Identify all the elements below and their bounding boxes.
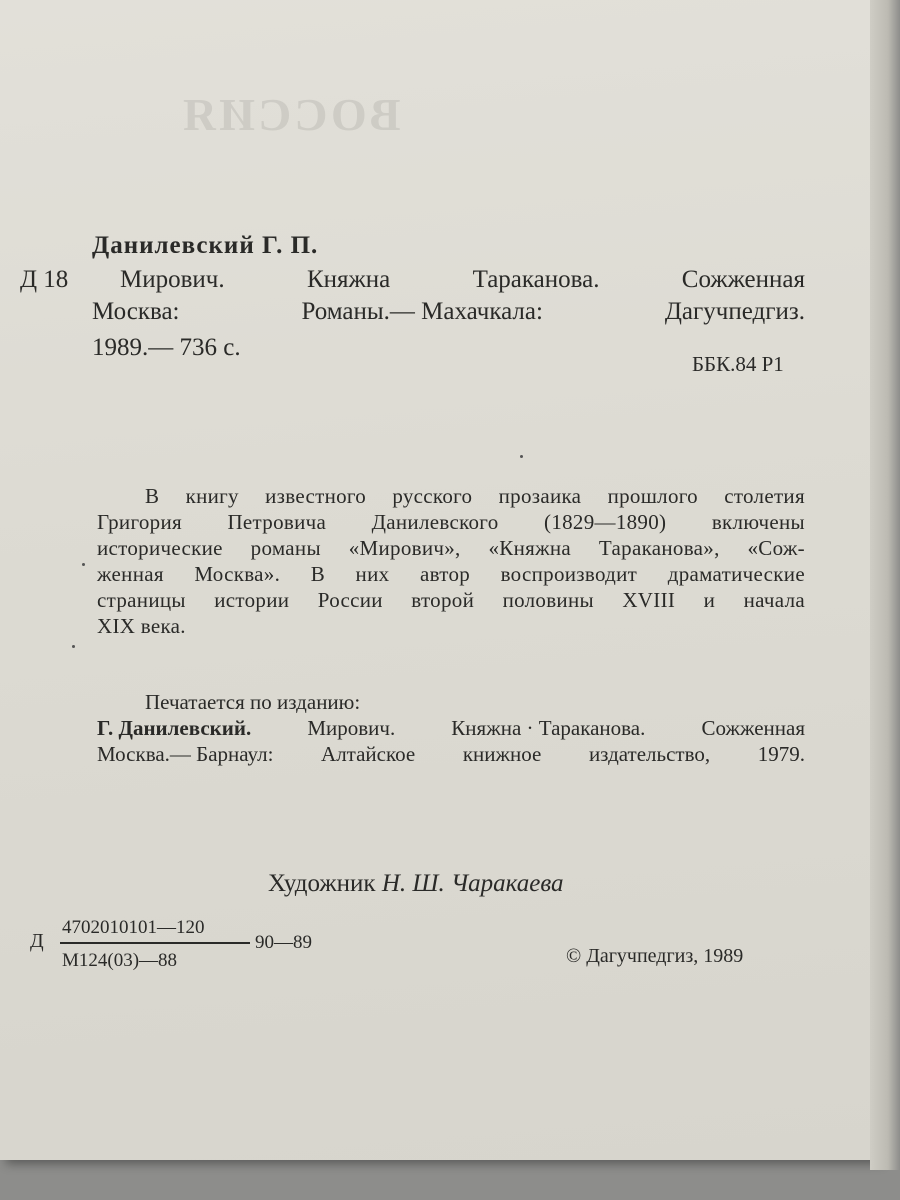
page-edge xyxy=(870,0,900,1170)
word: Дагучпедгиз. xyxy=(664,298,805,325)
word: второй xyxy=(411,588,475,612)
annotation-line-3 xyxy=(97,536,805,561)
paper-speck xyxy=(72,645,75,648)
catalog-author: Данилевский Г. П. xyxy=(92,232,319,259)
word: Петровича xyxy=(227,510,327,534)
annotation-line-4 xyxy=(97,562,805,587)
word: Г. Данилевский. xyxy=(97,716,252,740)
source-line-1 xyxy=(97,716,805,741)
word: Княжна xyxy=(306,266,391,293)
annotation-line-1 xyxy=(145,484,805,509)
annotation-line-5 xyxy=(97,588,805,613)
word: Москва». xyxy=(194,562,281,586)
word: русского xyxy=(392,484,473,508)
catalog-title-line-2 xyxy=(92,298,805,326)
word: Алтайское xyxy=(321,742,416,766)
word: включены xyxy=(711,510,805,534)
catalog-title-line-1 xyxy=(120,266,805,294)
word: Мирович. xyxy=(307,716,396,740)
word: «Княжна xyxy=(488,536,572,560)
word: прошлого xyxy=(607,484,698,508)
catalog-title-line-3: 1989.— 736 с. xyxy=(92,334,241,361)
source-line-2 xyxy=(97,742,805,767)
paper-speck xyxy=(82,563,85,566)
word: Тараканова. xyxy=(472,266,600,293)
imprint-denominator: М124(03)—88 xyxy=(62,950,178,971)
word: книгу xyxy=(185,484,239,508)
catalog-code: Д 18 xyxy=(20,266,69,293)
word: Григория xyxy=(97,510,182,534)
word: Сожженная xyxy=(701,716,805,740)
word: России xyxy=(317,588,383,612)
artist-credit xyxy=(268,870,564,898)
word: страницы xyxy=(97,588,186,612)
word: них xyxy=(355,562,390,586)
word: 1979. xyxy=(757,742,805,766)
bbk-code: ББК.84 Р1 xyxy=(692,352,784,376)
word: автор xyxy=(419,562,471,586)
word: прозаика xyxy=(498,484,582,508)
word: Тараканова», xyxy=(598,536,720,560)
imprint-numerator: 4702010101—120 xyxy=(62,917,205,938)
annotation-line-2 xyxy=(97,510,805,535)
imprint-suffix: 90—89 xyxy=(255,932,312,953)
word: драматические xyxy=(667,562,805,586)
word: столетия xyxy=(724,484,805,508)
word: XVIII xyxy=(622,588,676,612)
word: Княжна · Тараканова. xyxy=(451,716,646,740)
annotation-line-6: XIX века. xyxy=(97,614,186,638)
word: «Сож- xyxy=(747,536,805,560)
word: Сожженная xyxy=(681,266,805,293)
artist-label: Художник xyxy=(268,870,376,897)
word: «Мирович», xyxy=(348,536,461,560)
copyright-notice: © Дагучпедгиз, 1989 xyxy=(566,945,744,967)
artist-name: Н. Ш. Чаракаева xyxy=(381,870,564,897)
word: известного xyxy=(265,484,367,508)
word: и xyxy=(703,588,716,612)
word: Романы.— Махачкала: xyxy=(301,298,543,325)
word: (1829—1890) xyxy=(544,510,667,534)
word: Москва: xyxy=(92,298,180,325)
word: В xyxy=(310,562,325,586)
word: В xyxy=(145,484,160,508)
fraction-bar xyxy=(60,942,250,944)
word: Мирович. xyxy=(120,266,225,293)
word: начала xyxy=(743,588,805,612)
bleed-through-text: ВОССИЯ xyxy=(180,89,401,140)
word: издательство, xyxy=(588,742,711,766)
word: половины xyxy=(502,588,594,612)
paper-speck xyxy=(520,455,523,458)
word: воспроизводит xyxy=(500,562,638,586)
imprint-letter: Д xyxy=(30,930,44,952)
word: Москва.— Барнаул: xyxy=(97,742,274,766)
word: женная xyxy=(97,562,164,586)
word: Данилевского xyxy=(371,510,499,534)
word: книжное xyxy=(462,742,542,766)
word: исторические xyxy=(97,536,223,560)
word: истории xyxy=(214,588,290,612)
source-intro: Печатается по изданию: xyxy=(145,690,361,714)
word: романы xyxy=(250,536,321,560)
